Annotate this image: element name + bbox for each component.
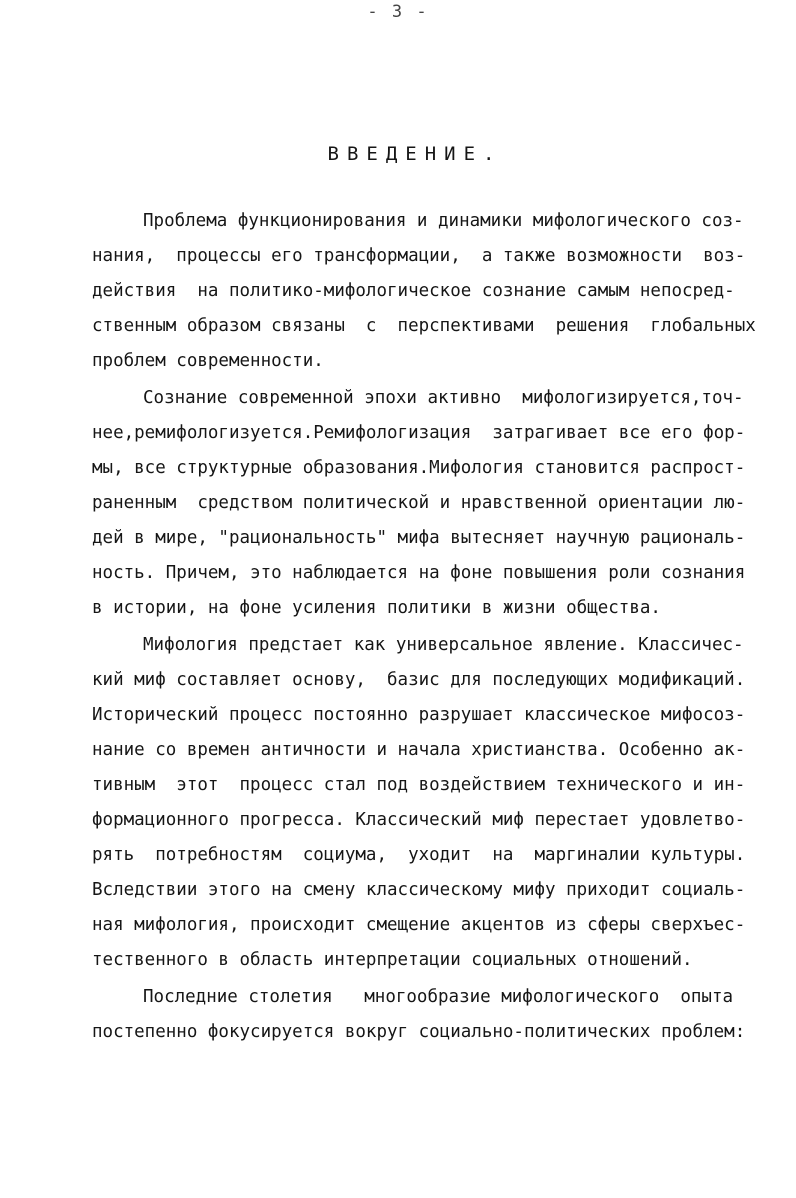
text-line: Сознание современной эпохи активно мифологизируется,точ- (143, 388, 744, 408)
text-line: ная мифология, происходит смещение акцентов из сферы сверхъес- (92, 915, 746, 935)
text-line: проблем современности. (92, 351, 324, 371)
text-line: формационного прогресса. Классический миф перестает удовлетво- (92, 810, 746, 830)
page-heading: ВВЕДЕНИЕ. (327, 143, 503, 165)
text-line: дей в мире, "рациональность" мифа вытесняет научную рациональ- (92, 528, 746, 548)
text-line: постепенно фокусируется вокруг социально-политических проблем: (92, 1022, 746, 1042)
text-line: тественного в область интерпретации социальных отношений. (92, 950, 693, 970)
text-line: Исторический процесс постоянно разрушает классическое мифосоз- (92, 705, 746, 725)
text-line: рять потребностям социума, уходит на маргиналии культуры. (92, 845, 746, 865)
text-line: раненным средством политической и нравственной ориентации лю- (92, 493, 746, 513)
text-line: ственным образом связаны с перспективами решения глобальных (92, 316, 756, 336)
page-number: - 3 - (367, 2, 429, 22)
text-line: Проблема функционирования и динамики мифологического соз- (143, 211, 744, 231)
text-line: Вследствии этого на смену классическому мифу приходит социаль- (92, 880, 746, 900)
text-line: мы, все структурные образования.Мифология становится распрост- (92, 458, 746, 478)
text-line: кий миф составляет основу, базис для последующих модификаций. (92, 670, 746, 690)
text-line: нание со времен античности и начала христианства. Особенно ак- (92, 740, 746, 760)
text-line: нания, процессы его трансформации, а также возможности воз- (92, 246, 746, 266)
text-line: тивным этот процесс стал под воздействием технического и ин- (92, 775, 746, 795)
text-line: в истории, на фоне усиления политики в жизни общества. (92, 598, 661, 618)
text-line: нее,ремифологизуется.Ремифологизация затрагивает все его фор- (92, 423, 746, 443)
text-line: ность. Причем, это наблюдается на фоне повышения роли сознания (92, 563, 746, 583)
text-line: Мифология предстает как универсальное явление. Классичес- (143, 635, 744, 655)
text-line: действия на политико-мифологическое сознание самым непосред- (92, 281, 735, 301)
text-line: Последние столетия многообразие мифологического опыта (143, 987, 734, 1007)
